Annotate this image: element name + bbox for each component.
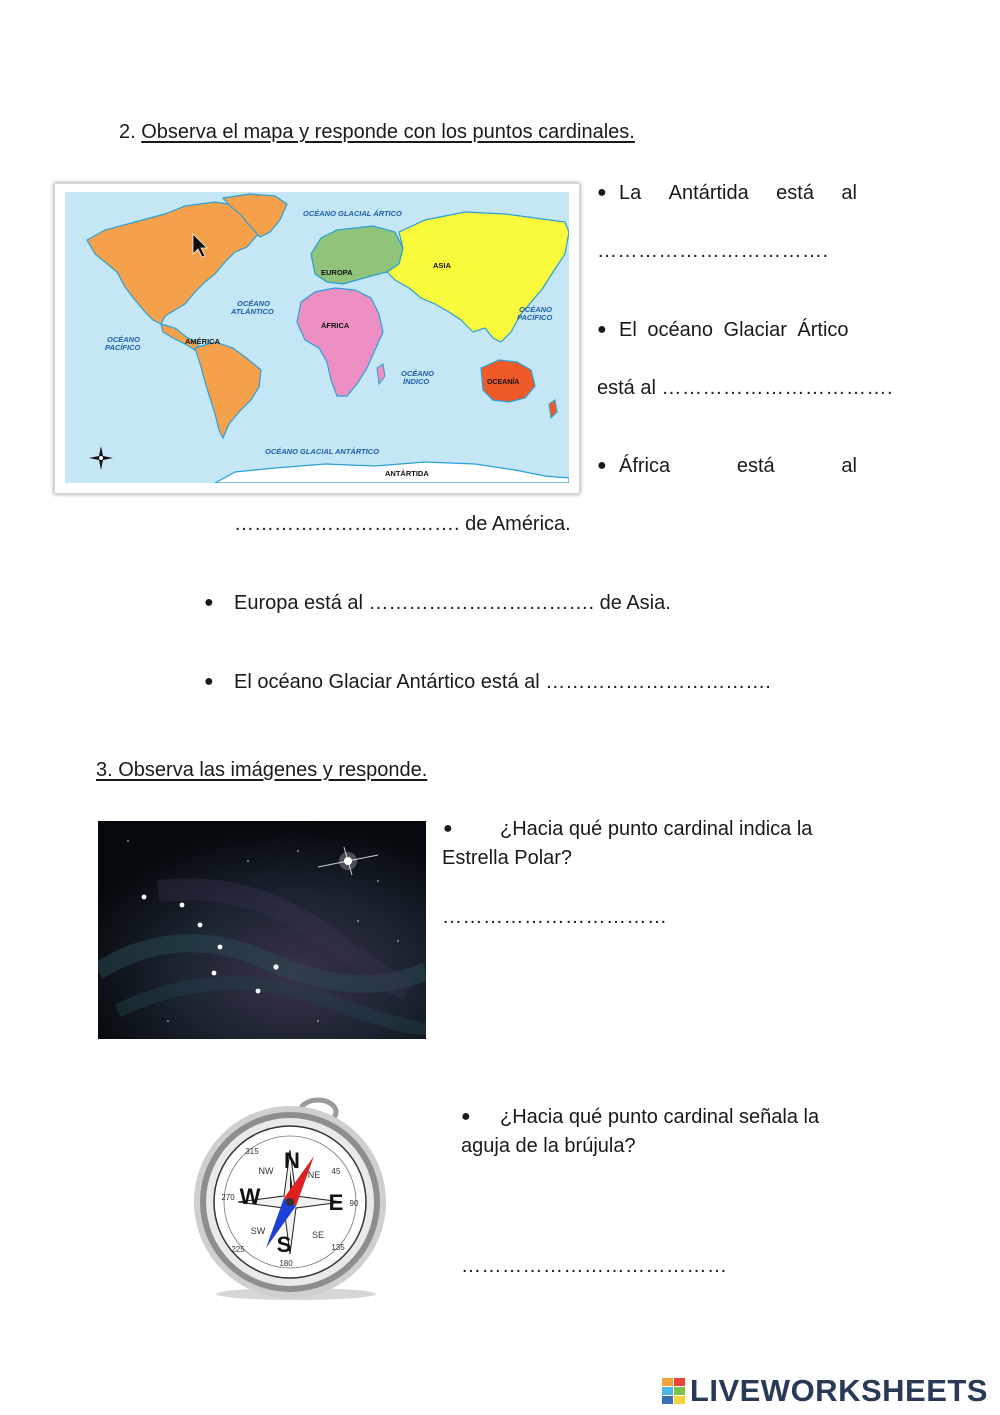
label-antarctic-ocean: OCÉANO GLACIAL ANTÁRTICO [265,447,380,456]
compass-deg-180: 180 [279,1259,293,1268]
label-pacific-w-1: OCÉANO [107,335,140,344]
bullet-s3-q2: ● [461,1108,471,1125]
bullet-q5: ● [204,673,214,690]
question-polar-line2: Estrella Polar? [442,847,573,869]
world-map-drawing [65,192,569,483]
bullet-q4: ● [204,594,214,611]
compass-image [188,1094,420,1304]
compass-deg-225: 225 [231,1245,245,1254]
compass-letter-sw: SW [250,1226,266,1236]
compass-deg-315: 315 [245,1147,259,1156]
label-asia: ASIA [433,261,451,270]
compass-letter-nw: NW [258,1166,274,1176]
answer-blank-polar[interactable]: …………………………… [442,906,668,928]
bullet-q1: ● [597,184,607,201]
compass-letter-ne: NE [307,1170,321,1180]
star [180,903,185,908]
section-2-heading [119,121,635,144]
answer-line-africa[interactable]: ……………………………. de América. [234,513,571,535]
label-africa: ÁFRICA [321,321,350,330]
star [198,923,203,928]
section-2-title: Observa el mapa y responde con los puntos cardinales. [141,121,635,143]
world-map [54,183,580,494]
compass-letter-e: E [328,1190,344,1215]
label-america: AMÉRICA [185,337,220,346]
night-sky-image [98,821,426,1039]
label-atlantic-1: OCÉANO [237,299,270,308]
bullet-s3-q1: ● [443,820,453,837]
label-oceania: OCEANÍA [487,379,520,386]
compass-letter-w: W [239,1184,261,1209]
star [142,895,147,900]
star [256,989,261,994]
star [218,945,223,950]
section-2-number: 2. [119,121,136,143]
compass-deg-270: 270 [221,1193,235,1202]
liveworksheets-logo [662,1374,988,1408]
section-3-title: 3. Observa las imágenes y responde. [96,759,428,781]
question-brujula-line1: ¿Hacia qué punto cardinal señala la [500,1106,820,1128]
compass-letter-se: SE [311,1230,325,1240]
compass-deg-135: 135 [331,1243,345,1252]
bullet-q3: ● [597,457,607,474]
question-africa: África está al [619,455,857,477]
answer-blank-brujula[interactable]: ………………………………… [461,1255,728,1277]
question-artico-line1: El océano Glaciar Ártico [619,319,849,341]
question-brujula-line2: aguja de la brújula? [461,1135,636,1157]
star [212,971,217,976]
label-indian-1: OCÉANO [401,369,434,378]
compass-deg-90: 90 [349,1199,359,1208]
label-pacific-e-1: OCÉANO [519,305,552,314]
label-pacific-e-2: PACÍFICO [517,313,553,322]
liveworksheets-brand: LIVEWORKSHEETS [689,1373,988,1408]
bullet-q2: ● [597,321,607,338]
compass-deg-45: 45 [331,1167,341,1176]
question-artico-line2: está al ……………………………. [597,377,894,399]
label-europe: EUROPA [321,268,353,277]
question-antartida: La Antártida está al [619,182,857,204]
question-polar-line1: ¿Hacia qué punto cardinal indica la [500,818,813,840]
answer-blank-artico[interactable]: ……………………………. [661,377,894,399]
question-antartico[interactable]: El océano Glaciar Antártico está al ……………………………. [234,671,771,693]
label-indian-2: ÍNDICO [403,377,430,386]
compass-letter-s: S [276,1232,292,1257]
compass-letter-n: N [284,1148,300,1173]
label-antarctica: ANTÁRTIDA [385,469,429,478]
label-atlantic-2: ATLÁNTICO [231,307,274,316]
answer-blank-antartida[interactable]: ……………………………. [597,240,829,262]
star [273,964,278,969]
label-pacific-w-2: PACÍFICO [105,343,141,352]
label-arctic-ocean: OCÉANO GLACIAL ÁRTICO [303,209,402,218]
liveworksheets-logo-icon [662,1378,686,1404]
question-europa[interactable]: Europa está al ……………………………. de Asia. [234,592,671,614]
